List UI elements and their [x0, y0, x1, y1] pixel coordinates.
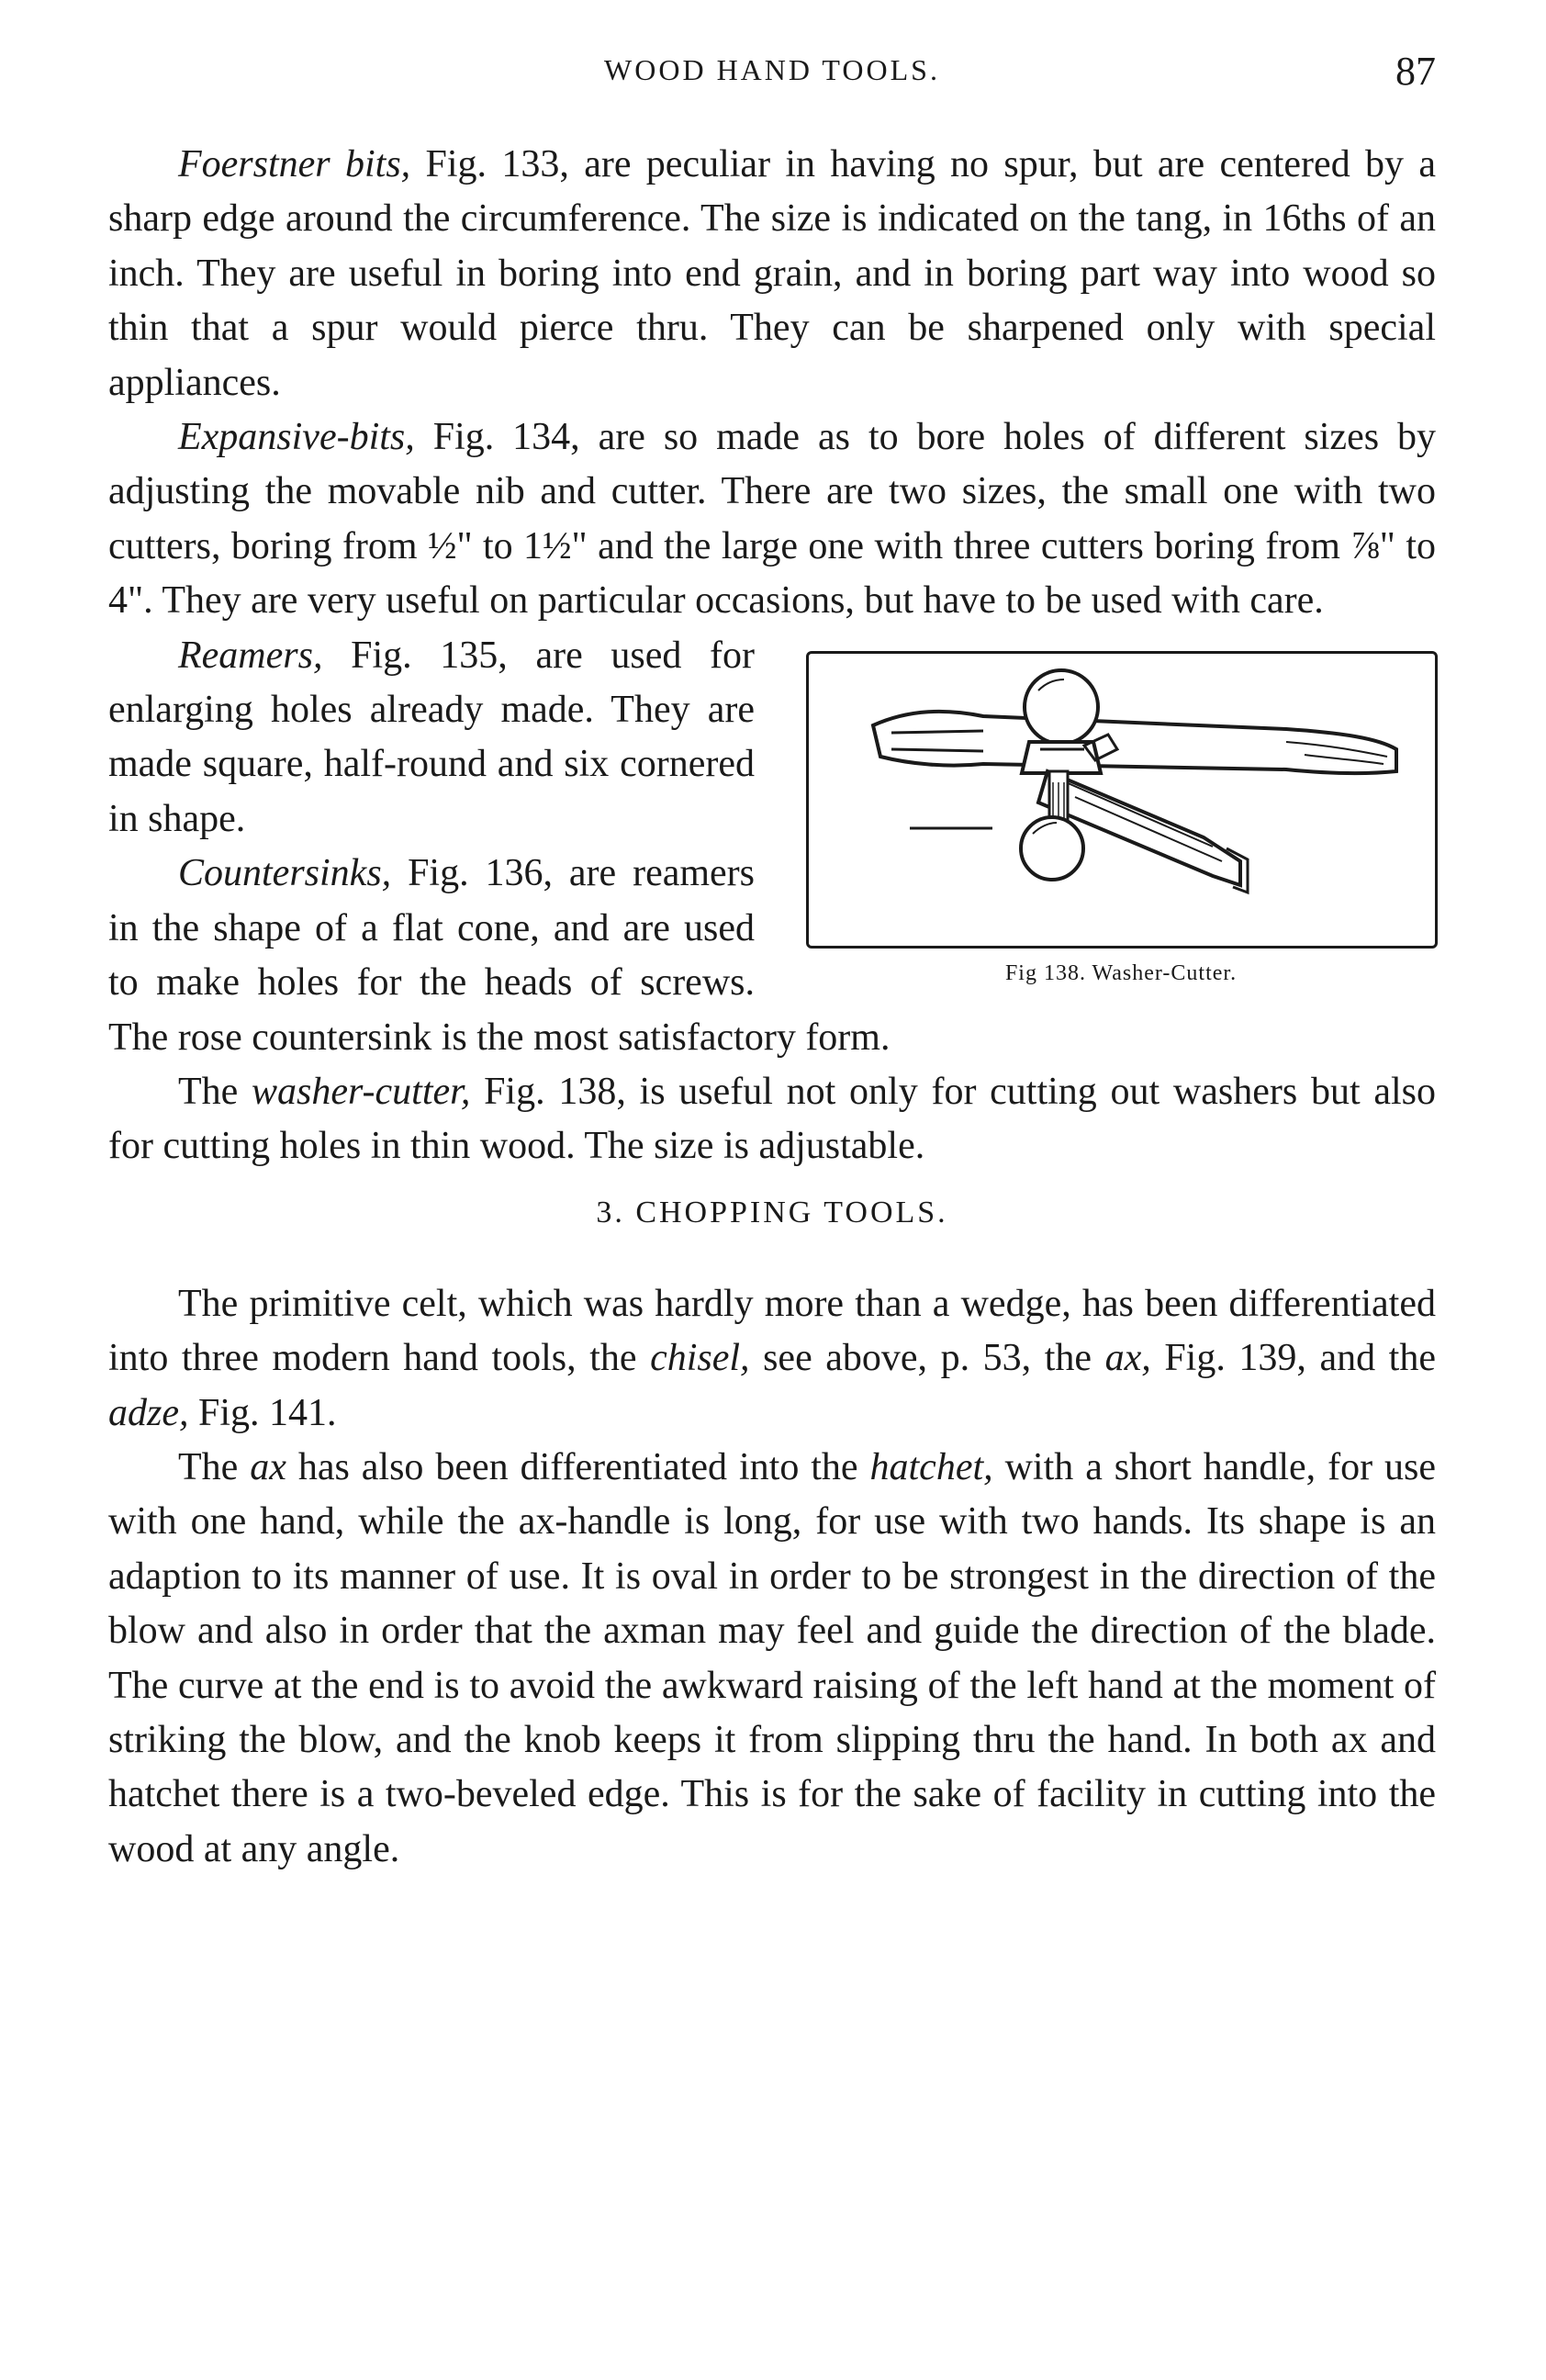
paragraph-text: Fig. 138, is useful not only for cutting out washers but also for cutting holes in thin wood. The size is adjustable. — [108, 1070, 1436, 1168]
paragraph-text: Fig. 141. — [188, 1391, 337, 1434]
running-head — [108, 48, 1436, 99]
paragraph-ax-hatchet — [108, 1441, 1436, 1877]
paragraph-expansive-bits — [108, 410, 1436, 629]
paragraph-text: Fig. 136, are reamers in the shape of a flat cone, and are used to make holes for the heads of screws. The rose countersink is the most satisfactory form. — [108, 852, 891, 1059]
page-number: 87 — [1395, 49, 1436, 94]
term-expansive-bits: Expansive-bits, — [178, 416, 415, 459]
section-heading-chopping-tools: 3. CHOPPING TOOLS. — [596, 1195, 948, 1229]
paragraph-washer-cutter — [108, 1065, 1436, 1174]
paragraph-text: The primitive celt, which was hardly more than a wedge, has been differentiated into three modern hand tools, the — [108, 1282, 1436, 1380]
figure-washer-cutter — [806, 651, 1436, 989]
term-countersinks: Countersinks, — [178, 852, 392, 895]
paragraph-text: see above, p. 53, the — [749, 1337, 1105, 1380]
term-ax: ax, — [1104, 1337, 1151, 1380]
figure-frame — [806, 651, 1438, 949]
paragraph-text: with a short handle, for use with one hand, while the ax-handle is long, for use with two hands. Its shape is an adaption to its manner of use. It is oval in order to be strongest in the direction of the blow and also in order that the axman may feel and guide the direction of the blade. The curve at the end is to avoid the awkward raising of the left hand at the moment of striking the blow, and the knob keeps it from slipping thru the hand. In both ax and hatchet there is a two-beveled edge. This is for the sake of facility in cutting into the wood at any angle. — [108, 1445, 1437, 1870]
washer-cutter-illustration — [809, 654, 1435, 946]
paragraph-text: The — [178, 1445, 251, 1488]
paragraph-text: Fig. 134, are so made as to bore holes of different sizes by adjusting the movable nib and cutter. There are two sizes, the small one with two cutters, boring from ½" to 1½" and the large one with three cutters boring from ⅞" to 4". They are very useful on particular occasions, but have to be used with care. — [108, 416, 1436, 623]
term-adze: adze, — [108, 1391, 189, 1434]
paragraph-text: Fig. 139, and the — [1150, 1337, 1436, 1380]
paragraph-foerstner-bits — [108, 138, 1436, 410]
paragraph-text: has also been differentiated into the — [286, 1445, 870, 1488]
paragraph-text: Fig. 133, are peculiar in having no spur, but are centered by a sharp edge around the circumference. The size is indicated on the tang, in 16ths of an inch. They are useful in boring into end grain, and in boring part way into wood so thin that a spur would pierce thru. They can be sharpened only with special appliances. — [108, 143, 1437, 404]
paragraph-lead: The — [178, 1070, 252, 1113]
term-ax: ax — [250, 1445, 286, 1488]
figure-caption: Fig 138. Washer-Cutter. — [1004, 960, 1238, 985]
term-chisel: chisel, — [650, 1337, 750, 1380]
paragraph-primitive-celt — [108, 1277, 1436, 1441]
term-washer-cutter: washer-cutter, — [252, 1070, 471, 1113]
term-reamers: Reamers, — [178, 634, 323, 677]
running-title: WOOD HAND TOOLS. — [604, 53, 940, 86]
paragraph-text: Fig. 135, are used for enlarging holes already made. They are made square, half-round and six cornered in shape. — [108, 634, 755, 840]
body-text — [108, 138, 1436, 1877]
term-hatchet: hatchet, — [869, 1445, 993, 1488]
term-foerstner-bits: Foerstner bits, — [178, 143, 411, 185]
